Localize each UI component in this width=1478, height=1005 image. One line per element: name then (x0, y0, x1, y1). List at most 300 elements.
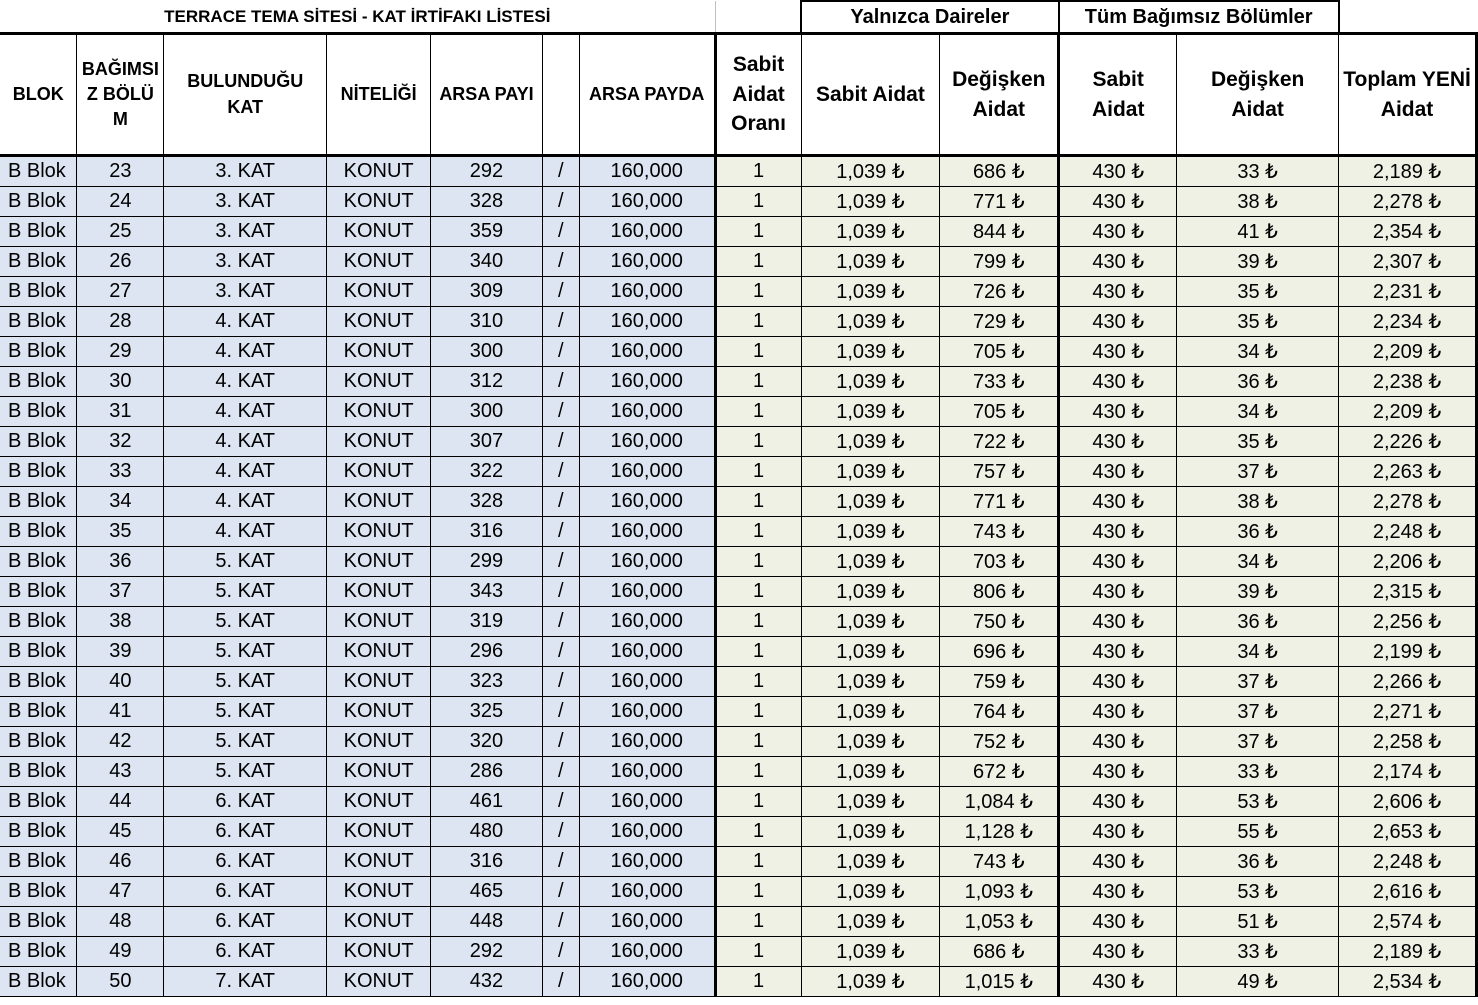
cell-tum-degisken-aidat[interactable]: 36 ₺ (1177, 517, 1339, 547)
cell-bulundugu-kat[interactable]: 6. KAT (164, 907, 327, 937)
cell-arsa-payda[interactable]: 160,000 (579, 337, 715, 367)
cell-separator[interactable]: / (542, 907, 579, 937)
cell-tum-sabit-aidat[interactable]: 430 ₺ (1059, 787, 1177, 817)
cell-separator[interactable]: / (542, 156, 579, 187)
cell-bagimsiz-bolum[interactable]: 24 (77, 187, 164, 217)
cell-arsa-payda[interactable]: 160,000 (579, 487, 715, 517)
cell-tum-sabit-aidat[interactable]: 430 ₺ (1059, 487, 1177, 517)
cell-niteligi[interactable]: KONUT (327, 427, 431, 457)
cell-niteligi[interactable]: KONUT (327, 757, 431, 787)
cell-sabit-aidat-orani[interactable]: 1 (715, 817, 801, 847)
cell-daire-sabit-aidat[interactable]: 1,039 ₺ (801, 247, 940, 277)
cell-blok[interactable]: B Blok (0, 337, 77, 367)
cell-arsa-payi[interactable]: 316 (431, 517, 543, 547)
cell-separator[interactable]: / (542, 217, 579, 247)
cell-niteligi[interactable]: KONUT (327, 847, 431, 877)
cell-bulundugu-kat[interactable]: 4. KAT (164, 367, 327, 397)
cell-tum-sabit-aidat[interactable]: 430 ₺ (1059, 727, 1177, 757)
cell-daire-degisken-aidat[interactable]: 1,128 ₺ (940, 817, 1059, 847)
cell-niteligi[interactable]: KONUT (327, 967, 431, 997)
cell-blok[interactable]: B Blok (0, 967, 77, 997)
cell-daire-degisken-aidat[interactable]: 1,084 ₺ (940, 787, 1059, 817)
cell-tum-degisken-aidat[interactable]: 49 ₺ (1177, 967, 1339, 997)
cell-toplam-yeni-aidat[interactable]: 2,278 ₺ (1339, 487, 1477, 517)
cell-niteligi[interactable]: KONUT (327, 397, 431, 427)
cell-toplam-yeni-aidat[interactable]: 2,271 ₺ (1339, 697, 1477, 727)
cell-daire-degisken-aidat[interactable]: 799 ₺ (940, 247, 1059, 277)
cell-toplam-yeni-aidat[interactable]: 2,606 ₺ (1339, 787, 1477, 817)
cell-bulundugu-kat[interactable]: 3. KAT (164, 156, 327, 187)
cell-tum-sabit-aidat[interactable]: 430 ₺ (1059, 397, 1177, 427)
cell-niteligi[interactable]: KONUT (327, 697, 431, 727)
cell-sabit-aidat-orani[interactable]: 1 (715, 307, 801, 337)
cell-sabit-aidat-orani[interactable]: 1 (715, 156, 801, 187)
cell-bulundugu-kat[interactable]: 6. KAT (164, 877, 327, 907)
cell-bagimsiz-bolum[interactable]: 37 (77, 577, 164, 607)
cell-blok[interactable]: B Blok (0, 847, 77, 877)
cell-arsa-payi[interactable]: 296 (431, 637, 543, 667)
cell-niteligi[interactable]: KONUT (327, 817, 431, 847)
cell-bagimsiz-bolum[interactable]: 44 (77, 787, 164, 817)
cell-daire-sabit-aidat[interactable]: 1,039 ₺ (801, 547, 940, 577)
cell-tum-degisken-aidat[interactable]: 37 ₺ (1177, 457, 1339, 487)
cell-bulundugu-kat[interactable]: 5. KAT (164, 697, 327, 727)
cell-daire-degisken-aidat[interactable]: 722 ₺ (940, 427, 1059, 457)
cell-bulundugu-kat[interactable]: 3. KAT (164, 277, 327, 307)
cell-daire-sabit-aidat[interactable]: 1,039 ₺ (801, 487, 940, 517)
cell-bulundugu-kat[interactable]: 3. KAT (164, 247, 327, 277)
cell-bulundugu-kat[interactable]: 6. KAT (164, 817, 327, 847)
cell-toplam-yeni-aidat[interactable]: 2,231 ₺ (1339, 277, 1477, 307)
cell-bagimsiz-bolum[interactable]: 29 (77, 337, 164, 367)
cell-separator[interactable]: / (542, 757, 579, 787)
cell-daire-degisken-aidat[interactable]: 743 ₺ (940, 517, 1059, 547)
cell-arsa-payi[interactable]: 292 (431, 937, 543, 967)
cell-niteligi[interactable]: KONUT (327, 937, 431, 967)
cell-tum-sabit-aidat[interactable]: 430 ₺ (1059, 697, 1177, 727)
cell-bulundugu-kat[interactable]: 6. KAT (164, 847, 327, 877)
cell-arsa-payda[interactable]: 160,000 (579, 817, 715, 847)
cell-blok[interactable]: B Blok (0, 247, 77, 277)
cell-bagimsiz-bolum[interactable]: 25 (77, 217, 164, 247)
cell-bulundugu-kat[interactable]: 5. KAT (164, 577, 327, 607)
cell-arsa-payda[interactable]: 160,000 (579, 697, 715, 727)
cell-tum-sabit-aidat[interactable]: 430 ₺ (1059, 847, 1177, 877)
cell-tum-degisken-aidat[interactable]: 39 ₺ (1177, 577, 1339, 607)
cell-toplam-yeni-aidat[interactable]: 2,248 ₺ (1339, 517, 1477, 547)
cell-blok[interactable]: B Blok (0, 397, 77, 427)
cell-separator[interactable]: / (542, 427, 579, 457)
cell-arsa-payi[interactable]: 480 (431, 817, 543, 847)
cell-daire-degisken-aidat[interactable]: 757 ₺ (940, 457, 1059, 487)
cell-tum-degisken-aidat[interactable]: 33 ₺ (1177, 156, 1339, 187)
cell-tum-degisken-aidat[interactable]: 34 ₺ (1177, 337, 1339, 367)
cell-separator[interactable]: / (542, 457, 579, 487)
cell-niteligi[interactable]: KONUT (327, 727, 431, 757)
cell-separator[interactable]: / (542, 877, 579, 907)
cell-tum-degisken-aidat[interactable]: 34 ₺ (1177, 547, 1339, 577)
cell-tum-degisken-aidat[interactable]: 41 ₺ (1177, 217, 1339, 247)
cell-arsa-payda[interactable]: 160,000 (579, 457, 715, 487)
cell-blok[interactable]: B Blok (0, 367, 77, 397)
cell-tum-sabit-aidat[interactable]: 430 ₺ (1059, 967, 1177, 997)
cell-separator[interactable]: / (542, 667, 579, 697)
cell-separator[interactable]: / (542, 967, 579, 997)
cell-daire-degisken-aidat[interactable]: 1,093 ₺ (940, 877, 1059, 907)
cell-niteligi[interactable]: KONUT (327, 787, 431, 817)
cell-sabit-aidat-orani[interactable]: 1 (715, 757, 801, 787)
cell-bulundugu-kat[interactable]: 4. KAT (164, 397, 327, 427)
cell-daire-sabit-aidat[interactable]: 1,039 ₺ (801, 427, 940, 457)
cell-toplam-yeni-aidat[interactable]: 2,206 ₺ (1339, 547, 1477, 577)
cell-toplam-yeni-aidat[interactable]: 2,258 ₺ (1339, 727, 1477, 757)
cell-daire-sabit-aidat[interactable]: 1,039 ₺ (801, 817, 940, 847)
cell-daire-sabit-aidat[interactable]: 1,039 ₺ (801, 637, 940, 667)
cell-arsa-payda[interactable]: 160,000 (579, 937, 715, 967)
cell-niteligi[interactable]: KONUT (327, 637, 431, 667)
cell-daire-sabit-aidat[interactable]: 1,039 ₺ (801, 367, 940, 397)
cell-bulundugu-kat[interactable]: 4. KAT (164, 427, 327, 457)
cell-arsa-payi[interactable]: 292 (431, 156, 543, 187)
cell-daire-degisken-aidat[interactable]: 771 ₺ (940, 187, 1059, 217)
cell-daire-sabit-aidat[interactable]: 1,039 ₺ (801, 847, 940, 877)
cell-daire-degisken-aidat[interactable]: 696 ₺ (940, 637, 1059, 667)
cell-niteligi[interactable]: KONUT (327, 607, 431, 637)
cell-arsa-payi[interactable]: 323 (431, 667, 543, 697)
cell-arsa-payda[interactable]: 160,000 (579, 307, 715, 337)
cell-tum-degisken-aidat[interactable]: 38 ₺ (1177, 187, 1339, 217)
cell-blok[interactable]: B Blok (0, 457, 77, 487)
cell-daire-sabit-aidat[interactable]: 1,039 ₺ (801, 517, 940, 547)
cell-daire-degisken-aidat[interactable]: 764 ₺ (940, 697, 1059, 727)
cell-daire-degisken-aidat[interactable]: 705 ₺ (940, 337, 1059, 367)
cell-niteligi[interactable]: KONUT (327, 877, 431, 907)
cell-arsa-payda[interactable]: 160,000 (579, 277, 715, 307)
cell-tum-sabit-aidat[interactable]: 430 ₺ (1059, 277, 1177, 307)
cell-separator[interactable]: / (542, 337, 579, 367)
cell-daire-sabit-aidat[interactable]: 1,039 ₺ (801, 757, 940, 787)
cell-sabit-aidat-orani[interactable]: 1 (715, 607, 801, 637)
cell-bagimsiz-bolum[interactable]: 46 (77, 847, 164, 877)
cell-separator[interactable]: / (542, 937, 579, 967)
cell-toplam-yeni-aidat[interactable]: 2,209 ₺ (1339, 337, 1477, 367)
cell-arsa-payi[interactable]: 359 (431, 217, 543, 247)
cell-tum-sabit-aidat[interactable]: 430 ₺ (1059, 667, 1177, 697)
cell-tum-sabit-aidat[interactable]: 430 ₺ (1059, 637, 1177, 667)
cell-bagimsiz-bolum[interactable]: 49 (77, 937, 164, 967)
cell-daire-degisken-aidat[interactable]: 672 ₺ (940, 757, 1059, 787)
cell-toplam-yeni-aidat[interactable]: 2,226 ₺ (1339, 427, 1477, 457)
cell-tum-degisken-aidat[interactable]: 34 ₺ (1177, 397, 1339, 427)
cell-arsa-payi[interactable]: 328 (431, 487, 543, 517)
cell-arsa-payda[interactable]: 160,000 (579, 187, 715, 217)
cell-tum-sabit-aidat[interactable]: 430 ₺ (1059, 156, 1177, 187)
cell-arsa-payda[interactable]: 160,000 (579, 397, 715, 427)
cell-niteligi[interactable]: KONUT (327, 547, 431, 577)
cell-sabit-aidat-orani[interactable]: 1 (715, 247, 801, 277)
cell-bulundugu-kat[interactable]: 4. KAT (164, 517, 327, 547)
cell-tum-sabit-aidat[interactable]: 430 ₺ (1059, 877, 1177, 907)
cell-toplam-yeni-aidat[interactable]: 2,199 ₺ (1339, 637, 1477, 667)
cell-arsa-payi[interactable]: 299 (431, 547, 543, 577)
cell-blok[interactable]: B Blok (0, 937, 77, 967)
cell-toplam-yeni-aidat[interactable]: 2,266 ₺ (1339, 667, 1477, 697)
cell-bagimsiz-bolum[interactable]: 47 (77, 877, 164, 907)
cell-daire-degisken-aidat[interactable]: 703 ₺ (940, 547, 1059, 577)
cell-arsa-payda[interactable]: 160,000 (579, 247, 715, 277)
cell-toplam-yeni-aidat[interactable]: 2,616 ₺ (1339, 877, 1477, 907)
cell-sabit-aidat-orani[interactable]: 1 (715, 847, 801, 877)
cell-blok[interactable]: B Blok (0, 277, 77, 307)
cell-daire-sabit-aidat[interactable]: 1,039 ₺ (801, 787, 940, 817)
cell-tum-degisken-aidat[interactable]: 33 ₺ (1177, 937, 1339, 967)
cell-toplam-yeni-aidat[interactable]: 2,174 ₺ (1339, 757, 1477, 787)
cell-separator[interactable]: / (542, 577, 579, 607)
cell-bagimsiz-bolum[interactable]: 43 (77, 757, 164, 787)
cell-arsa-payda[interactable]: 160,000 (579, 847, 715, 877)
cell-blok[interactable]: B Blok (0, 907, 77, 937)
cell-sabit-aidat-orani[interactable]: 1 (715, 427, 801, 457)
cell-separator[interactable]: / (542, 787, 579, 817)
cell-arsa-payi[interactable]: 307 (431, 427, 543, 457)
cell-toplam-yeni-aidat[interactable]: 2,248 ₺ (1339, 847, 1477, 877)
cell-daire-sabit-aidat[interactable]: 1,039 ₺ (801, 187, 940, 217)
cell-niteligi[interactable]: KONUT (327, 907, 431, 937)
cell-arsa-payi[interactable]: 461 (431, 787, 543, 817)
cell-bagimsiz-bolum[interactable]: 45 (77, 817, 164, 847)
cell-blok[interactable]: B Blok (0, 577, 77, 607)
cell-bulundugu-kat[interactable]: 7. KAT (164, 967, 327, 997)
cell-tum-sabit-aidat[interactable]: 430 ₺ (1059, 547, 1177, 577)
cell-bagimsiz-bolum[interactable]: 27 (77, 277, 164, 307)
cell-blok[interactable]: B Blok (0, 637, 77, 667)
cell-tum-degisken-aidat[interactable]: 53 ₺ (1177, 787, 1339, 817)
cell-niteligi[interactable]: KONUT (327, 337, 431, 367)
cell-sabit-aidat-orani[interactable]: 1 (715, 517, 801, 547)
cell-tum-degisken-aidat[interactable]: 36 ₺ (1177, 847, 1339, 877)
cell-arsa-payi[interactable]: 432 (431, 967, 543, 997)
cell-sabit-aidat-orani[interactable]: 1 (715, 487, 801, 517)
cell-bagimsiz-bolum[interactable]: 28 (77, 307, 164, 337)
cell-separator[interactable]: / (542, 517, 579, 547)
cell-bulundugu-kat[interactable]: 5. KAT (164, 667, 327, 697)
cell-niteligi[interactable]: KONUT (327, 367, 431, 397)
cell-arsa-payi[interactable]: 300 (431, 397, 543, 427)
cell-tum-degisken-aidat[interactable]: 36 ₺ (1177, 367, 1339, 397)
cell-tum-sabit-aidat[interactable]: 430 ₺ (1059, 217, 1177, 247)
cell-bulundugu-kat[interactable]: 4. KAT (164, 487, 327, 517)
cell-tum-degisken-aidat[interactable]: 39 ₺ (1177, 247, 1339, 277)
cell-daire-sabit-aidat[interactable]: 1,039 ₺ (801, 727, 940, 757)
cell-arsa-payda[interactable]: 160,000 (579, 367, 715, 397)
cell-separator[interactable]: / (542, 607, 579, 637)
cell-daire-sabit-aidat[interactable]: 1,039 ₺ (801, 907, 940, 937)
cell-arsa-payi[interactable]: 322 (431, 457, 543, 487)
cell-sabit-aidat-orani[interactable]: 1 (715, 697, 801, 727)
cell-arsa-payda[interactable]: 160,000 (579, 787, 715, 817)
cell-arsa-payi[interactable]: 448 (431, 907, 543, 937)
cell-blok[interactable]: B Blok (0, 697, 77, 727)
cell-tum-degisken-aidat[interactable]: 38 ₺ (1177, 487, 1339, 517)
cell-arsa-payi[interactable]: 465 (431, 877, 543, 907)
cell-tum-degisken-aidat[interactable]: 37 ₺ (1177, 727, 1339, 757)
cell-arsa-payi[interactable]: 300 (431, 337, 543, 367)
cell-arsa-payda[interactable]: 160,000 (579, 517, 715, 547)
cell-toplam-yeni-aidat[interactable]: 2,209 ₺ (1339, 397, 1477, 427)
cell-sabit-aidat-orani[interactable]: 1 (715, 187, 801, 217)
cell-arsa-payi[interactable]: 340 (431, 247, 543, 277)
cell-daire-degisken-aidat[interactable]: 729 ₺ (940, 307, 1059, 337)
cell-sabit-aidat-orani[interactable]: 1 (715, 637, 801, 667)
cell-tum-sabit-aidat[interactable]: 430 ₺ (1059, 817, 1177, 847)
cell-sabit-aidat-orani[interactable]: 1 (715, 667, 801, 697)
cell-toplam-yeni-aidat[interactable]: 2,354 ₺ (1339, 217, 1477, 247)
cell-niteligi[interactable]: KONUT (327, 517, 431, 547)
cell-arsa-payi[interactable]: 286 (431, 757, 543, 787)
cell-arsa-payda[interactable]: 160,000 (579, 156, 715, 187)
cell-separator[interactable]: / (542, 307, 579, 337)
cell-arsa-payda[interactable]: 160,000 (579, 727, 715, 757)
cell-bagimsiz-bolum[interactable]: 50 (77, 967, 164, 997)
cell-niteligi[interactable]: KONUT (327, 577, 431, 607)
cell-arsa-payi[interactable]: 312 (431, 367, 543, 397)
cell-niteligi[interactable]: KONUT (327, 487, 431, 517)
cell-tum-degisken-aidat[interactable]: 36 ₺ (1177, 607, 1339, 637)
cell-bagimsiz-bolum[interactable]: 36 (77, 547, 164, 577)
cell-tum-sabit-aidat[interactable]: 430 ₺ (1059, 907, 1177, 937)
cell-niteligi[interactable]: KONUT (327, 277, 431, 307)
cell-niteligi[interactable]: KONUT (327, 187, 431, 217)
cell-tum-sabit-aidat[interactable]: 430 ₺ (1059, 457, 1177, 487)
cell-blok[interactable]: B Blok (0, 607, 77, 637)
cell-blok[interactable]: B Blok (0, 757, 77, 787)
cell-niteligi[interactable]: KONUT (327, 667, 431, 697)
cell-tum-sabit-aidat[interactable]: 430 ₺ (1059, 427, 1177, 457)
cell-tum-degisken-aidat[interactable]: 37 ₺ (1177, 697, 1339, 727)
cell-sabit-aidat-orani[interactable]: 1 (715, 937, 801, 967)
cell-separator[interactable]: / (542, 847, 579, 877)
cell-arsa-payda[interactable]: 160,000 (579, 607, 715, 637)
cell-toplam-yeni-aidat[interactable]: 2,256 ₺ (1339, 607, 1477, 637)
cell-toplam-yeni-aidat[interactable]: 2,574 ₺ (1339, 907, 1477, 937)
cell-niteligi[interactable]: KONUT (327, 457, 431, 487)
cell-arsa-payda[interactable]: 160,000 (579, 577, 715, 607)
cell-sabit-aidat-orani[interactable]: 1 (715, 547, 801, 577)
cell-daire-degisken-aidat[interactable]: 752 ₺ (940, 727, 1059, 757)
cell-bagimsiz-bolum[interactable]: 26 (77, 247, 164, 277)
cell-sabit-aidat-orani[interactable]: 1 (715, 367, 801, 397)
cell-blok[interactable]: B Blok (0, 667, 77, 697)
cell-arsa-payi[interactable]: 328 (431, 187, 543, 217)
cell-toplam-yeni-aidat[interactable]: 2,234 ₺ (1339, 307, 1477, 337)
cell-sabit-aidat-orani[interactable]: 1 (715, 877, 801, 907)
cell-blok[interactable]: B Blok (0, 877, 77, 907)
cell-separator[interactable]: / (542, 697, 579, 727)
cell-bulundugu-kat[interactable]: 5. KAT (164, 637, 327, 667)
cell-daire-degisken-aidat[interactable]: 686 ₺ (940, 937, 1059, 967)
cell-separator[interactable]: / (542, 637, 579, 667)
cell-niteligi[interactable]: KONUT (327, 156, 431, 187)
cell-daire-sabit-aidat[interactable]: 1,039 ₺ (801, 667, 940, 697)
cell-blok[interactable]: B Blok (0, 787, 77, 817)
cell-daire-sabit-aidat[interactable]: 1,039 ₺ (801, 577, 940, 607)
cell-sabit-aidat-orani[interactable]: 1 (715, 457, 801, 487)
cell-daire-degisken-aidat[interactable]: 726 ₺ (940, 277, 1059, 307)
cell-bulundugu-kat[interactable]: 5. KAT (164, 757, 327, 787)
cell-separator[interactable]: / (542, 247, 579, 277)
cell-sabit-aidat-orani[interactable]: 1 (715, 397, 801, 427)
cell-tum-sabit-aidat[interactable]: 430 ₺ (1059, 367, 1177, 397)
cell-tum-degisken-aidat[interactable]: 34 ₺ (1177, 637, 1339, 667)
cell-bulundugu-kat[interactable]: 6. KAT (164, 787, 327, 817)
cell-arsa-payda[interactable]: 160,000 (579, 907, 715, 937)
cell-tum-degisken-aidat[interactable]: 33 ₺ (1177, 757, 1339, 787)
cell-blok[interactable]: B Blok (0, 156, 77, 187)
cell-tum-sabit-aidat[interactable]: 430 ₺ (1059, 187, 1177, 217)
cell-daire-sabit-aidat[interactable]: 1,039 ₺ (801, 156, 940, 187)
cell-tum-sabit-aidat[interactable]: 430 ₺ (1059, 337, 1177, 367)
cell-arsa-payi[interactable]: 316 (431, 847, 543, 877)
cell-daire-sabit-aidat[interactable]: 1,039 ₺ (801, 307, 940, 337)
cell-niteligi[interactable]: KONUT (327, 247, 431, 277)
cell-separator[interactable]: / (542, 367, 579, 397)
cell-daire-degisken-aidat[interactable]: 759 ₺ (940, 667, 1059, 697)
cell-tum-degisken-aidat[interactable]: 55 ₺ (1177, 817, 1339, 847)
cell-bulundugu-kat[interactable]: 5. KAT (164, 727, 327, 757)
cell-separator[interactable]: / (542, 397, 579, 427)
cell-daire-sabit-aidat[interactable]: 1,039 ₺ (801, 337, 940, 367)
cell-tum-degisken-aidat[interactable]: 35 ₺ (1177, 277, 1339, 307)
cell-tum-sabit-aidat[interactable]: 430 ₺ (1059, 607, 1177, 637)
cell-arsa-payda[interactable]: 160,000 (579, 667, 715, 697)
cell-blok[interactable]: B Blok (0, 547, 77, 577)
cell-toplam-yeni-aidat[interactable]: 2,189 ₺ (1339, 156, 1477, 187)
cell-tum-sabit-aidat[interactable]: 430 ₺ (1059, 247, 1177, 277)
cell-bagimsiz-bolum[interactable]: 39 (77, 637, 164, 667)
cell-daire-degisken-aidat[interactable]: 743 ₺ (940, 847, 1059, 877)
cell-bagimsiz-bolum[interactable]: 35 (77, 517, 164, 547)
cell-arsa-payda[interactable]: 160,000 (579, 547, 715, 577)
cell-toplam-yeni-aidat[interactable]: 2,534 ₺ (1339, 967, 1477, 997)
cell-bulundugu-kat[interactable]: 3. KAT (164, 187, 327, 217)
cell-bagimsiz-bolum[interactable]: 41 (77, 697, 164, 727)
cell-tum-degisken-aidat[interactable]: 37 ₺ (1177, 667, 1339, 697)
cell-separator[interactable]: / (542, 727, 579, 757)
cell-blok[interactable]: B Blok (0, 217, 77, 247)
cell-arsa-payi[interactable]: 310 (431, 307, 543, 337)
cell-toplam-yeni-aidat[interactable]: 2,278 ₺ (1339, 187, 1477, 217)
cell-blok[interactable]: B Blok (0, 487, 77, 517)
cell-toplam-yeni-aidat[interactable]: 2,315 ₺ (1339, 577, 1477, 607)
cell-tum-degisken-aidat[interactable]: 51 ₺ (1177, 907, 1339, 937)
cell-sabit-aidat-orani[interactable]: 1 (715, 217, 801, 247)
cell-tum-sabit-aidat[interactable]: 430 ₺ (1059, 937, 1177, 967)
cell-arsa-payda[interactable]: 160,000 (579, 427, 715, 457)
cell-daire-degisken-aidat[interactable]: 750 ₺ (940, 607, 1059, 637)
cell-blok[interactable]: B Blok (0, 727, 77, 757)
cell-bagimsiz-bolum[interactable]: 32 (77, 427, 164, 457)
cell-arsa-payi[interactable]: 320 (431, 727, 543, 757)
cell-daire-degisken-aidat[interactable]: 844 ₺ (940, 217, 1059, 247)
cell-daire-sabit-aidat[interactable]: 1,039 ₺ (801, 877, 940, 907)
cell-bagimsiz-bolum[interactable]: 31 (77, 397, 164, 427)
cell-daire-sabit-aidat[interactable]: 1,039 ₺ (801, 697, 940, 727)
cell-separator[interactable]: / (542, 487, 579, 517)
cell-bulundugu-kat[interactable]: 4. KAT (164, 337, 327, 367)
cell-daire-sabit-aidat[interactable]: 1,039 ₺ (801, 457, 940, 487)
cell-daire-sabit-aidat[interactable]: 1,039 ₺ (801, 967, 940, 997)
cell-sabit-aidat-orani[interactable]: 1 (715, 277, 801, 307)
